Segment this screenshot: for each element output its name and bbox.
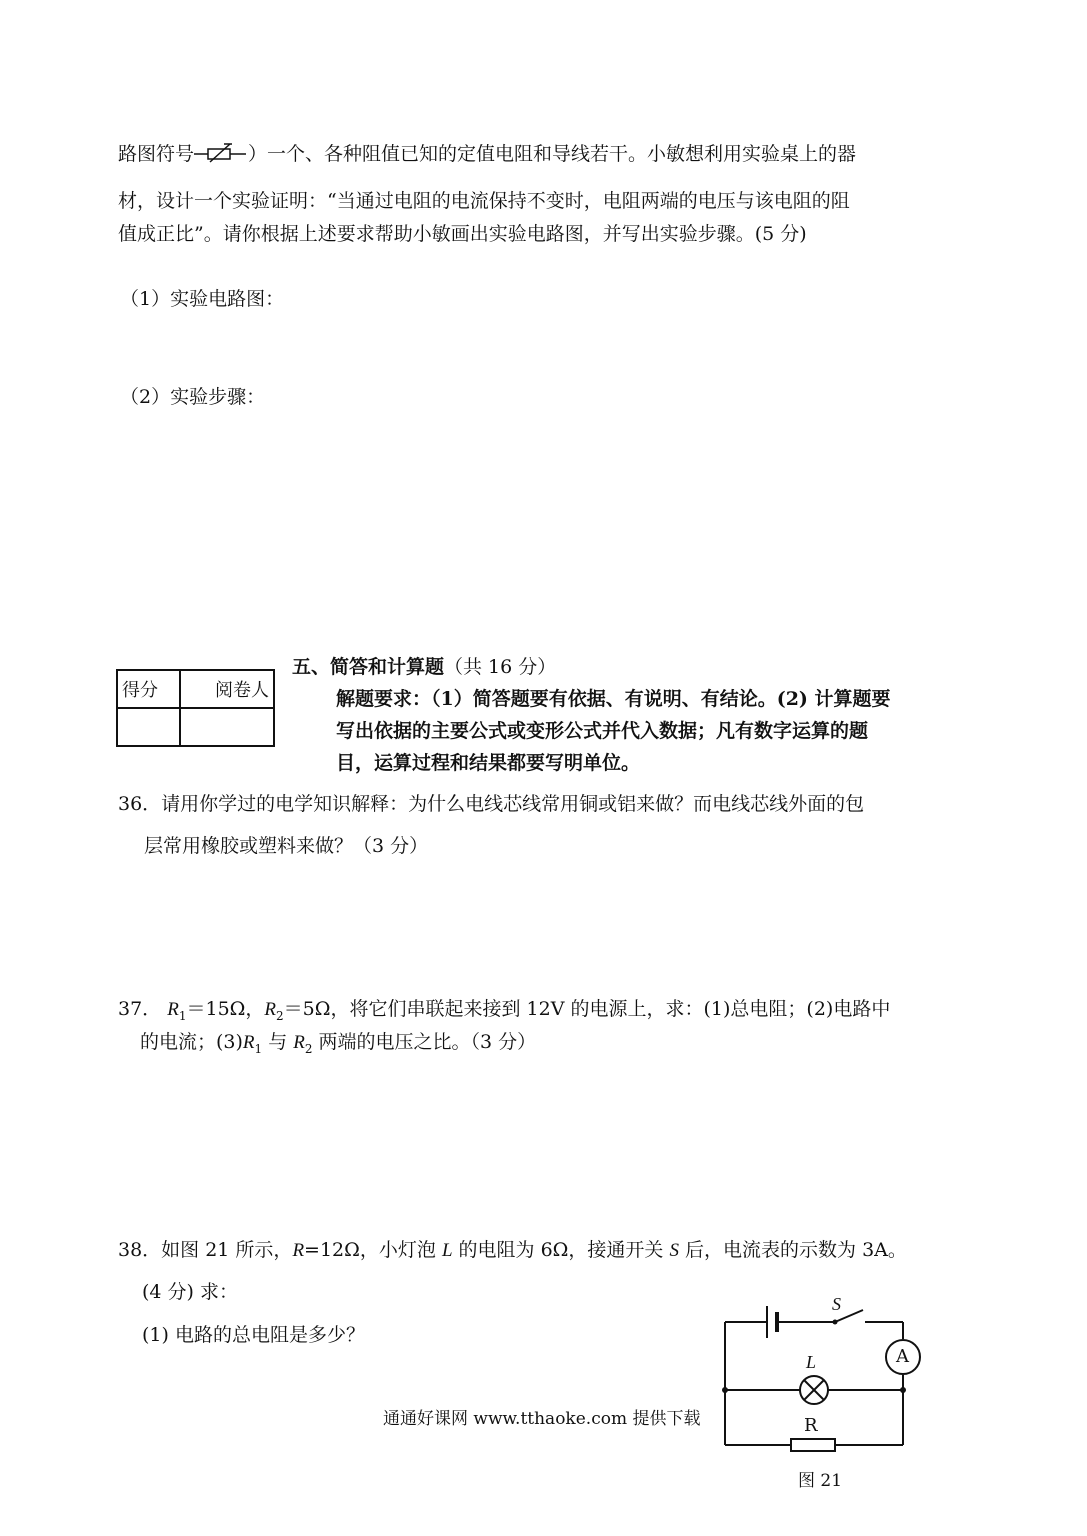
label-S: S	[832, 1294, 841, 1314]
q37-line-1	[118, 996, 890, 1029]
q38-S: S	[669, 1240, 679, 1261]
q36-line-2: 层常用橡胶或塑料来做？（3 分）	[144, 835, 429, 857]
q38-L: L	[441, 1240, 453, 1261]
grader-header: 阅卷人	[180, 670, 274, 708]
q36-line-1: 36．请用你学过的电学知识解释：为什么电线芯线常用铜或铝来做？而电线芯线外面的包	[118, 793, 865, 815]
q37-r2: R	[264, 999, 277, 1020]
section5-title-text: 五、简答和计算题	[292, 656, 445, 678]
footer-text: 通通好课网 www.tthaoke.com 提供下载	[383, 1409, 701, 1429]
resistor-icon	[791, 1439, 835, 1451]
q37-number: 37．	[118, 998, 162, 1020]
section5-points: （共 16 分）	[444, 656, 557, 678]
intro-line-2: 材，设计一个实验证明：“当通过电阻的电流保持不变时，电阻两端的电压与该电阻的阻	[118, 190, 850, 212]
part2-label: （2）实验步骤：	[120, 386, 266, 408]
q37-l2-r1: R	[242, 1032, 255, 1053]
q37-eq2: ＝5Ω，将它们串联起来接到 12V 的电源上，求：(1)总电阻；(2)电路中	[283, 998, 891, 1020]
section5-req-3: 目，运算过程和结果都要写明单位。	[336, 752, 641, 774]
q37-line-2	[140, 1029, 536, 1062]
intro-line-3: 值成正比”。请你根据上述要求帮助小敏画出实验电路图，并写出实验步骤。(5 分)	[118, 223, 807, 245]
q37-l2a: 的电流；(3)	[140, 1031, 243, 1053]
q38-d: 后，电流表的示数为 3A。	[678, 1239, 907, 1261]
q37-r1: R	[167, 999, 179, 1020]
q37-l2-r1-sub: 1	[254, 1041, 263, 1056]
q37-l2-r2: R	[293, 1032, 305, 1053]
q38-line-2: (4 分) 求：	[142, 1281, 238, 1303]
section5-req-2: 写出依据的主要公式或变形公式并代入数据；凡有数字运算的题	[336, 720, 869, 742]
q38-a: 38．如图 21 所示，	[118, 1239, 293, 1261]
q38-line-3: (1) 电路的总电阻是多少？	[142, 1324, 365, 1346]
figure-caption: 图 21	[798, 1471, 843, 1491]
section5-req-1: 解题要求：（1）简答题要有依据、有说明、有结论。(2) 计算题要	[336, 688, 891, 710]
q38-R: R	[292, 1240, 305, 1261]
section5-title	[292, 654, 556, 680]
label-A: A	[896, 1346, 909, 1367]
score-table	[116, 669, 275, 747]
rheostat-symbol-icon	[194, 143, 248, 163]
intro-line-1	[118, 141, 856, 167]
intro-line-1-post: ）一个、各种阻值已知的定值电阻和导线若干。小敏想利用实验桌上的器	[248, 143, 857, 165]
q38-b: =12Ω，小灯泡	[304, 1239, 442, 1261]
label-L: L	[806, 1352, 817, 1372]
q37-r2-sub: 2	[276, 1008, 284, 1023]
q37-l2-r2-sub: 2	[304, 1041, 313, 1056]
q37-r1-sub: 1	[178, 1008, 187, 1023]
label-R: R	[804, 1415, 818, 1436]
q37-l2-end: 两端的电压之比。（3 分）	[312, 1031, 537, 1053]
q37-eq1: ＝15Ω，	[186, 998, 265, 1020]
score-cell[interactable]	[117, 708, 180, 746]
part1-label: （1）实验电路图：	[120, 288, 285, 310]
score-header: 得分	[117, 670, 180, 708]
grader-cell[interactable]	[180, 708, 274, 746]
q37-l2-mid: 与	[262, 1031, 294, 1053]
q38-c: 的电阻为 6Ω，接通开关	[452, 1239, 670, 1261]
intro-line-1-pre: 路图符号	[118, 143, 195, 165]
q38-line-1	[118, 1237, 907, 1264]
circuit-diagram	[715, 1290, 935, 1490]
